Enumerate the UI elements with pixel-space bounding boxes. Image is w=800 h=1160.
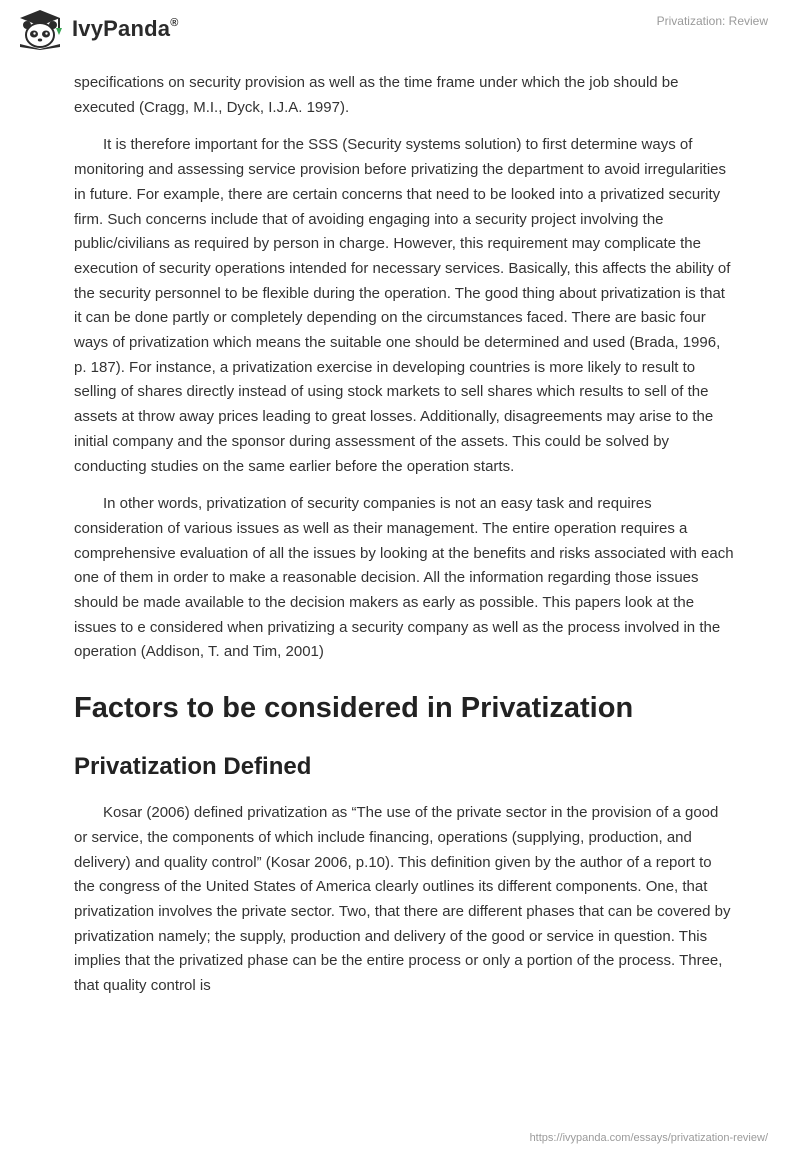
- panda-graduate-icon: [14, 8, 66, 50]
- document-title: Privatization: Review: [656, 14, 768, 28]
- paragraph-2: It is therefore important for the SSS (Security systems solution) to first determine ways of monitoring and assessing service provision before privatizing the department to avoid irregularities in future. For example, there are certain concerns that need to be looked into a privatized security firm. Such concerns include that of avoiding engaging into a security project involving the public/civilians as required by person in charge. However, this requirement may complicate the execution of security operations intended for necessary services. Basically, this affects the ability of the security personnel to be flexible during the operation. The good thing about privatization is that it can be done partly or completely depending on the circumstances faced. There are basic four ways of privatization which means the suitable one should be determined and used (Brada, 1996, p. 187). For instance, a privatization exercise in developing countries is more likely to result to selling of shares directly instead of using stock markets to sell shares which results to sell of the assets at throw away prices leading to great losses. Additionally, disagreements may arise to the initial company and the sponsor during assessment of the assets. This could be solved by conducting studies on the same earlier before the operation starts.: [74, 136, 731, 475]
- page-header: [0, 0, 800, 70]
- paragraph-4: Kosar (2006) defined privatization as “The use of the private sector in the provision of a good or service, the components of which include financing, operations (supplying, production, and delivery) and quality control” (Kosar 2006, p.10). This definition given by the author of a report to the congress of the United States of America clearly outlines its different components. One, that privatization involves the private sector. Two, that there are different phases that can be covered by privatization namely; the supply, production and delivery of the good or service in question. This implies that the privatized phase can be the entire process or only a portion of the process. Three, that quality control is: [74, 804, 731, 995]
- brand-logo[interactable]: [14, 8, 179, 50]
- paragraph-1: specifications on security provision as well as the time frame under which the job should be executed (Cragg, M.I., Dyck, I.J.A. 1997).: [74, 74, 679, 116]
- registered-mark: ®: [170, 16, 179, 29]
- brand-name: IvyPanda®: [72, 16, 179, 41]
- subsection-heading: Privatization Defined: [74, 753, 312, 781]
- essay-body: [74, 71, 734, 1012]
- paragraph-3: In other words, privatization of security companies is not an easy task and requires consideration of various issues as well as their management. The entire operation requires a comprehensive evaluation of all the issues by looking at the benefits and risks associated with each one of them in order to make a reasonable decision. All the information regarding those issues should be made available to the decision makers as early as possible. This papers look at the issues to e considered when privatizing a security company as well as the process involved in the operation (Addison, T. and Tim, 2001): [74, 495, 734, 661]
- source-url[interactable]: https://ivypanda.com/essays/privatization-review/: [529, 1132, 768, 1144]
- section-heading: Factors to be considered in Privatization: [74, 692, 634, 725]
